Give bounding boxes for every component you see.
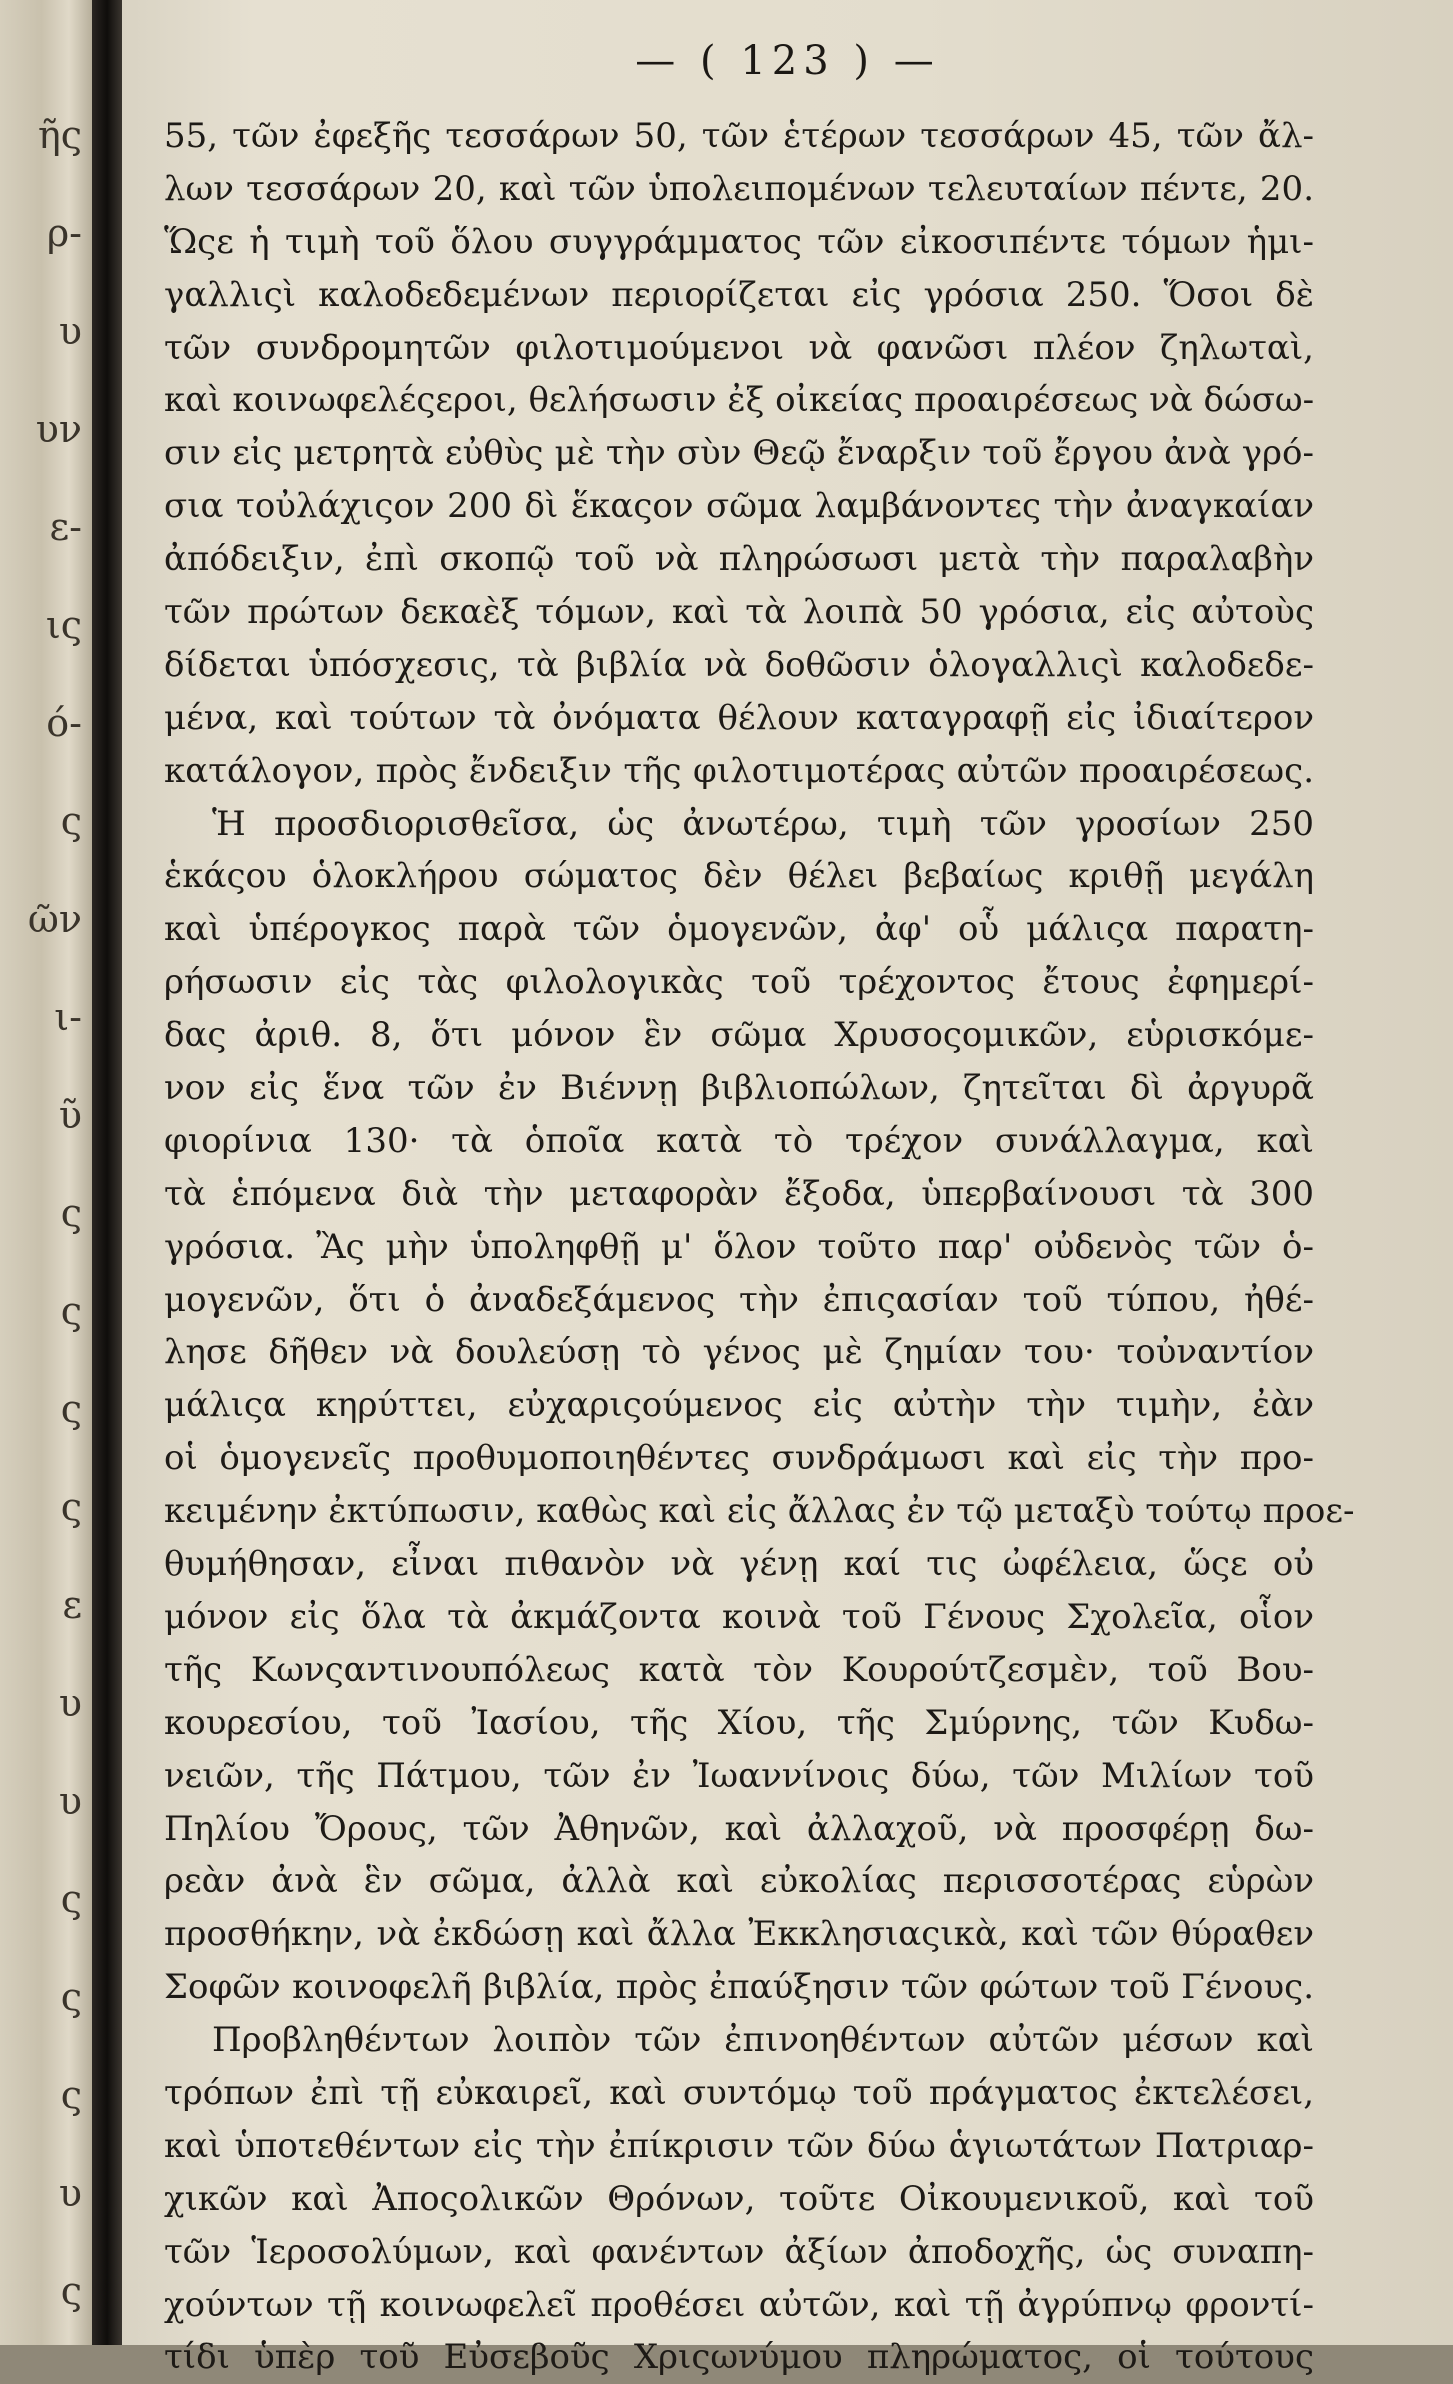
- facing-page-fragment: υ: [58, 1681, 82, 1725]
- text-line: ρήσωσιν εἰς τὰς φιλολογικὰς τοῦ τρέχοντος ἔτους ἐφημερί-: [164, 962, 1314, 1003]
- facing-page-fragment: ι-: [54, 995, 82, 1039]
- book-page: [122, 0, 1453, 2378]
- facing-page-fragment: ς: [60, 1485, 82, 1529]
- text-line: γρόσια. Ἂς μὴν ὑποληφθῇ μ' ὅλον τοῦτο παρ' οὐδενὸς τῶν ὁ-: [164, 1226, 1314, 1267]
- facing-page-fragment: υ: [58, 1779, 82, 1823]
- text-line: 55, τῶν ἐφεξῆς τεσσάρων 50, τῶν ἑτέρων τεσσάρων 45, τῶν ἄλ-: [164, 116, 1314, 156]
- text-line: γαλλιςὶ καλοδεδεμένων περιορίζεται εἰς γρόσια 250. Ὅσοι δὲ: [164, 274, 1314, 315]
- text-line: θυμήθησαν, εἶναι πιθανὸν νὰ γένῃ καί τις ὠφέλεια, ὥςε οὐ: [164, 1544, 1314, 1585]
- text-line: τῶν συνδρομητῶν φιλοτιμούμενοι νὰ φανῶσι πλέον ζηλωταὶ,: [164, 327, 1314, 368]
- text-line: λησε δῆθεν νὰ δουλεύσῃ τὸ γένος μὲ ζημίαν του· τοὐναντίον: [164, 1332, 1314, 1373]
- text-line: μόνον εἰς ὅλα τὰ ἀκμάζοντα κοινὰ τοῦ Γένους Σχολεῖα, οἷον: [164, 1596, 1314, 1637]
- page-body-text: [164, 110, 1355, 2384]
- text-line: δίδεται ὑπόσχεσις, τὰ βιβλία νὰ δοθῶσιν ὁλογαλλιςὶ καλοδεδε-: [164, 644, 1314, 685]
- facing-page-fragment: ς: [60, 1877, 82, 1921]
- facing-page-fragment: ῦ: [58, 1093, 82, 1137]
- text-line: τῶν Ἱεροσολύμων, καὶ φανέντων ἀξίων ἀποδοχῆς, ὡς συναπη-: [164, 2231, 1314, 2272]
- facing-page-fragment: ς: [60, 799, 82, 843]
- text-line: ἀπόδειξιν, ἐπὶ σκοπῷ τοῦ νὰ πληρώσωσι μετὰ τὴν παραλαβὴν: [164, 539, 1314, 580]
- facing-page-fragment: ρ-: [46, 211, 82, 255]
- text-line: καὶ κοινωφελέςεροι, θελήσωσιν ἐξ οἰκείας προαιρέσεως νὰ δώσω-: [164, 380, 1315, 421]
- text-line: χούντων τῇ κοινωφελεῖ προθέσει αὐτῶν, καὶ τῇ ἀγρύπνῳ φροντί-: [164, 2284, 1314, 2325]
- text-line: Πηλίου Ὄρους, τῶν Ἀθηνῶν, καὶ ἀλλαχοῦ, νὰ προσφέρῃ δω-: [164, 1808, 1314, 1849]
- text-line: μάλιςα κηρύττει, εὐχαριςούμενος εἰς αὐτὴν τὴν τιμὴν, ἐὰν: [164, 1385, 1314, 1426]
- text-line: προσθήκην, νὰ ἐκδώσῃ καὶ ἄλλα Ἐκκλησιαςικὰ, καὶ τῶν θύραθεν: [164, 1914, 1314, 1955]
- text-line: νον εἰς ἕνα τῶν ἐν Βιέννῃ βιβλιοπώλων, ζητεῖται δὶ ἀργυρᾶ: [164, 1068, 1314, 1109]
- text-line: λων τεσσάρων 20, καὶ τῶν ὑπολειπομένων τελευταίων πέντε, 20.: [164, 168, 1314, 209]
- facing-page-fragment: ς: [60, 2073, 82, 2117]
- text-line: φιορίνια 130· τὰ ὁποῖα κατὰ τὸ τρέχον συνάλλαγμα, καὶ: [164, 1120, 1314, 1161]
- text-line: ρεὰν ἀνὰ ἓν σῶμα, ἀλλὰ καὶ εὐκολίας περισσοτέρας εὑρὼν: [164, 1861, 1314, 1902]
- text-line: καὶ ὑποτεθέντων εἰς τὴν ἐπίκρισιν τῶν δύω ἁγιωτάτων Πατριαρ-: [164, 2125, 1314, 2166]
- facing-page-fragment: ῆς: [37, 113, 82, 157]
- facing-page-fragment: ῶν: [27, 897, 82, 941]
- text-line: κουρεσίου, τοῦ Ἰασίου, τῆς Χίου, τῆς Σμύρνης, τῶν Κυδω-: [164, 1702, 1314, 1743]
- text-line: κειμένην ἐκτύπωσιν, καθὼς καὶ εἰς ἄλλας ἐν τῷ μεταξὺ τούτῳ προε-: [164, 1491, 1355, 1532]
- facing-page-fragment: ς: [60, 1191, 82, 1235]
- text-line: μένα, καὶ τούτων τὰ ὀνόματα θέλουν καταγραφῇ εἰς ἰδιαίτερον: [164, 697, 1314, 738]
- text-line: Ὥςε ἡ τιμὴ τοῦ ὅλου συγγράμματος τῶν εἰκοσιπέντε τόμων ἡμι-: [164, 221, 1314, 262]
- text-line: Προβληθέντων λοιπὸν τῶν ἐπινοηθέντων αὐτῶν μέσων καὶ: [212, 2020, 1314, 2061]
- facing-page-fragment: ς: [60, 1387, 82, 1431]
- text-line: τὰ ἑπόμενα διὰ τὴν μεταφορὰν ἔξοδα, ὑπερβαίνουσι τὰ 300: [164, 1173, 1314, 1214]
- text-line: Ἡ προσδιορισθεῖσα, ὡς ἀνωτέρω, τιμὴ τῶν γροσίων 250: [212, 803, 1314, 844]
- facing-page-edge: [0, 0, 92, 2345]
- text-line: τίδι ὑπὲρ τοῦ Εὐσεβοῦς Χριςωνύμου πληρώματος, οἱ τούτους: [164, 2337, 1314, 2378]
- facing-page-fragment: ό-: [46, 701, 82, 745]
- facing-page-fragment: ς: [60, 2269, 82, 2313]
- facing-page-fragment: ε: [62, 1583, 82, 1627]
- text-line: σιν εἰς μετρητὰ εὐθὺς μὲ τὴν σὺν Θεῷ ἔναρξιν τοῦ ἔργου ἀνὰ γρό-: [164, 433, 1314, 474]
- text-line: μογενῶν, ὅτι ὁ ἀναδεξάμενος τὴν ἐπιςασίαν τοῦ τύπου, ἠθέ-: [164, 1279, 1314, 1320]
- facing-page-fragment: ις: [45, 603, 82, 647]
- text-line: σια τοὐλάχιςον 200 δὶ ἕκαςον σῶμα λαμβάνοντες τὴν ἀναγκαίαν: [164, 486, 1314, 527]
- facing-page-fragment: υν: [35, 407, 82, 451]
- facing-page-fragment: ε-: [49, 505, 82, 549]
- text-line: οἱ ὁμογενεῖς προθυμοποιηθέντες συνδράμωσι καὶ εἰς τὴν προ-: [164, 1438, 1314, 1479]
- facing-page-fragment: υ: [58, 2171, 82, 2215]
- facing-page-fragment: ς: [60, 1975, 82, 2019]
- text-line: χικῶν καὶ Ἀποςολικῶν Θρόνων, τοῦτε Οἰκουμενικοῦ, καὶ τοῦ: [164, 2178, 1314, 2219]
- text-line: νειῶν, τῆς Πάτμου, τῶν ἐν Ἰωαννίνοις δύω, τῶν Μιλίων τοῦ: [164, 1755, 1314, 1796]
- book-gutter: [92, 0, 122, 2345]
- page-number-header: — ( 123 ) —: [635, 38, 940, 84]
- text-line: τρόπων ἐπὶ τῇ εὐκαιρεῖ, καὶ συντόμῳ τοῦ πράγματος ἐκτελέσει,: [164, 2072, 1314, 2113]
- text-line: τῆς Κωνςαντινουπόλεως κατὰ τὸν Κουρούτζεσμὲν, τοῦ Βου-: [164, 1649, 1314, 1690]
- text-line: δας ἀριθ. 8, ὅτι μόνον ἓν σῶμα Χρυσοςομικῶν, εὑρισκόμε-: [164, 1015, 1314, 1056]
- text-line: ἑκάςου ὁλοκλήρου σώματος δὲν θέλει βεβαίως κριθῇ μεγάλη: [164, 856, 1314, 897]
- text-line: κατάλογον, πρὸς ἔνδειξιν τῆς φιλοτιμοτέρας αὐτῶν προαιρέσεως.: [164, 750, 1314, 791]
- text-line: τῶν πρώτων δεκαὲξ τόμων, καὶ τὰ λοιπὰ 50 γρόσια, εἰς αὐτοὺς: [164, 592, 1314, 633]
- facing-page-fragment: υ: [58, 309, 82, 353]
- text-line: καὶ ὑπέρογκος παρὰ τῶν ὁμογενῶν, ἀφ' οὗ μάλιςα παρατη-: [164, 909, 1314, 950]
- facing-page-fragment: ς: [60, 1289, 82, 1333]
- text-line: Σοφῶν κοινοφελῆ βιβλία, πρὸς ἐπαύξησιν τῶν φώτων τοῦ Γένους.: [164, 1967, 1314, 2008]
